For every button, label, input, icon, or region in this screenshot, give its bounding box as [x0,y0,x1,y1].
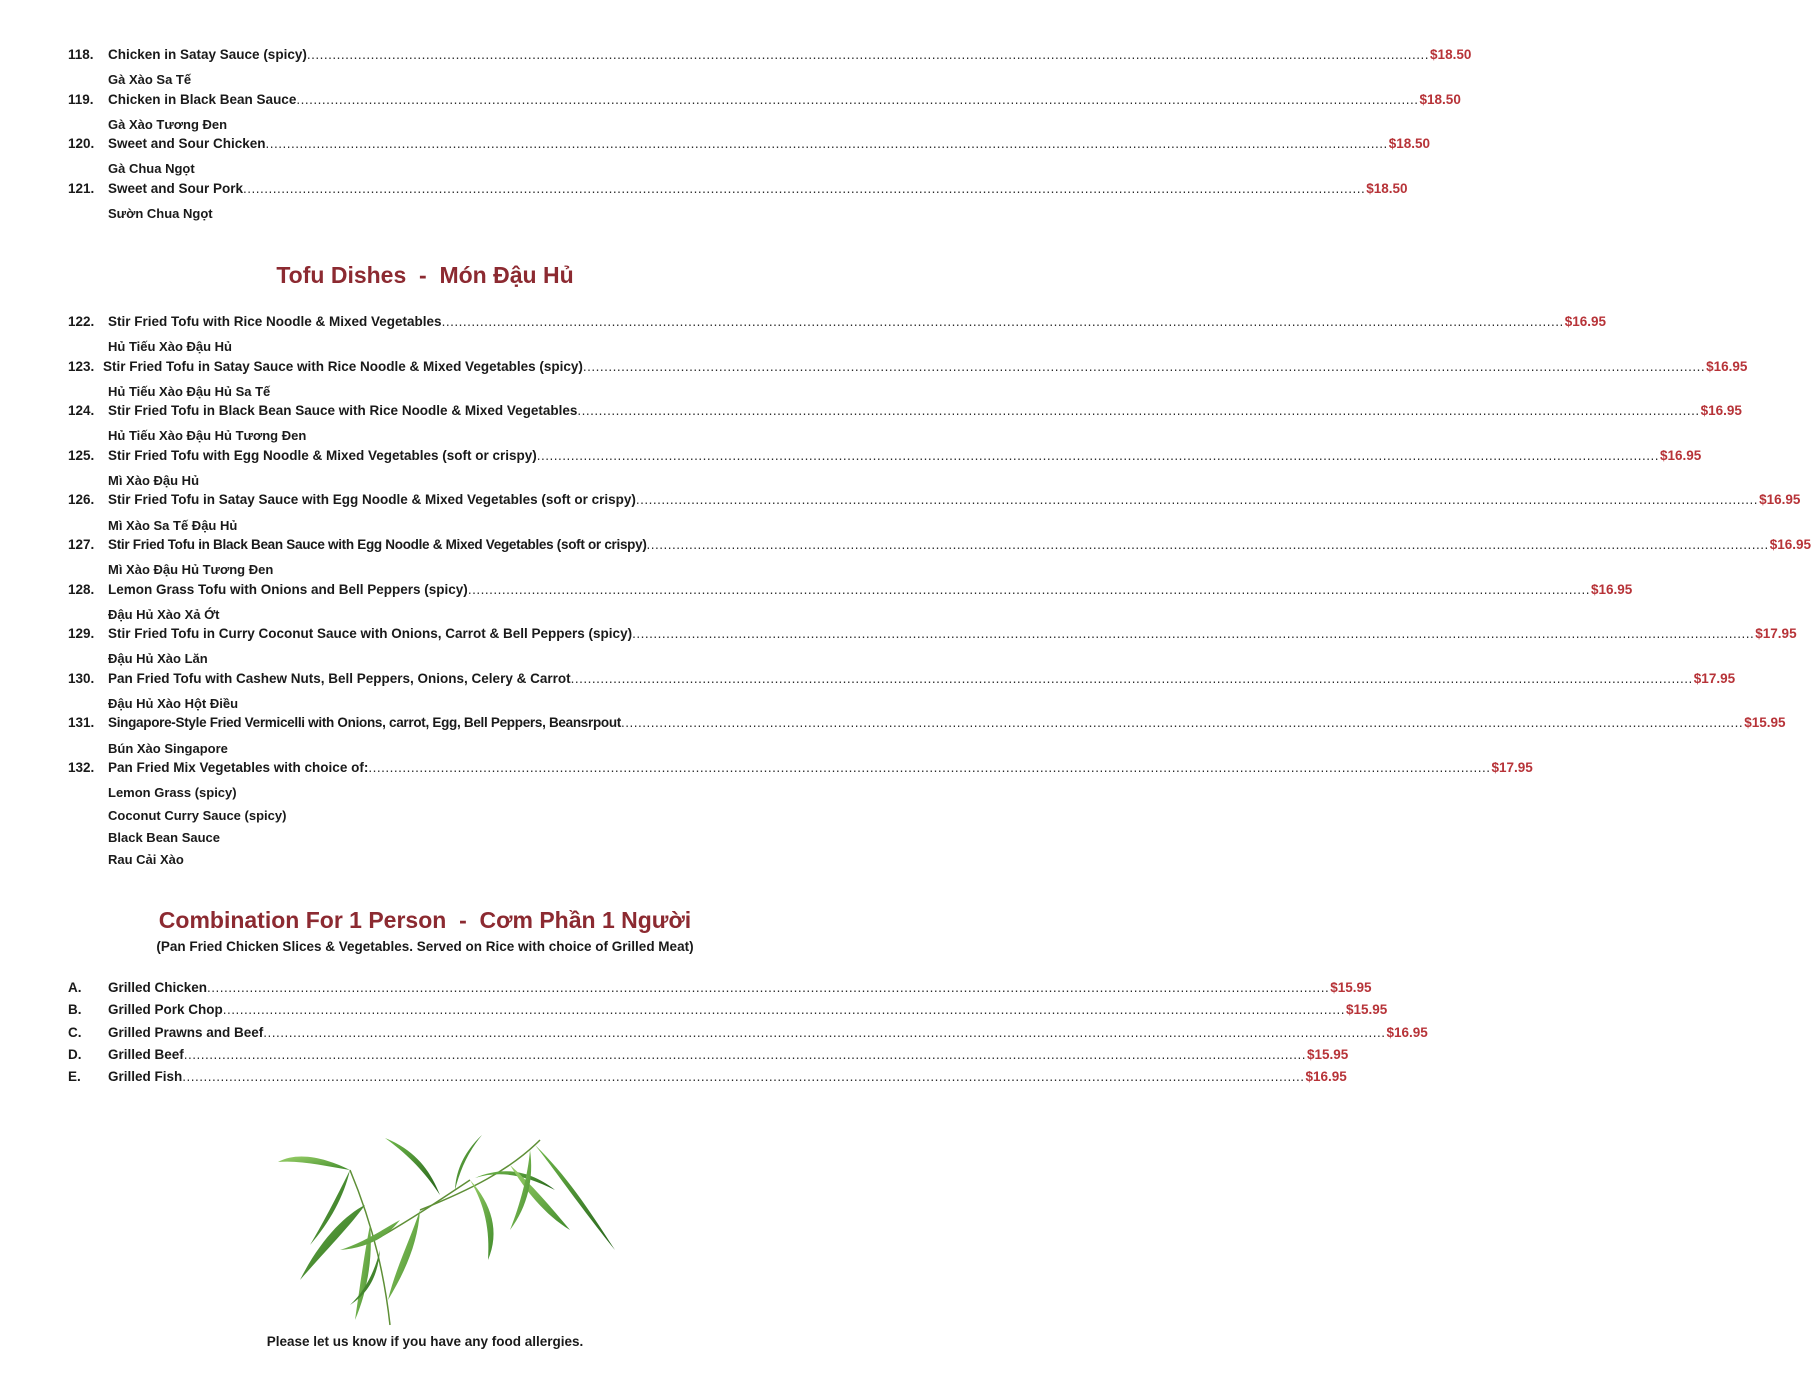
menu-section-combination [68,980,1428,1091]
item-price: $15.95 [1345,1002,1388,1018]
item-price: $16.95 [1564,314,1607,329]
leader-dots [182,1069,1304,1084]
item-price: $17.95 [1693,670,1736,686]
item-price: $15.95 [1744,715,1786,731]
item-vietnamese-name: Đậu Hủ Xào Lăn [108,651,208,667]
item-price: $15.95 [1330,980,1372,995]
item-vietnamese-name: Sườn Chua Ngọt [108,206,213,222]
leader-dots [636,492,1758,507]
menu-item [68,1024,1428,1047]
item-vietnamese-name: Gà Chua Ngọt [108,161,195,177]
item-name: Grilled Pork Chop [108,1002,223,1018]
item-name: Stir Fried Tofu in Black Bean Sauce with Rice Noodle & Mixed Vegetables [108,403,578,419]
item-name: Stir Fried Tofu with Rice Noodle & Mixed Vegetables [108,314,442,329]
item-choice: Black Bean Sauce [108,829,221,845]
item-choice: Lemon Grass (spicy) [108,785,237,801]
item-name: Grilled Prawns and Beef [108,1024,264,1040]
menu-item [68,1046,1349,1069]
menu-item [68,980,1372,1002]
leader-dots [296,92,1418,107]
item-price: $18.50 [1388,136,1431,152]
allergy-note: Please let us know if you have any food allergies. [266,1334,584,1349]
item-name: Pan Fried Mix Vegetables with choice of: [108,759,369,775]
item-number: 123. [68,358,95,374]
item-name: Grilled Fish [108,1069,183,1085]
item-vietnamese-name: Bún Xào Singapore [108,740,228,756]
menu-item [68,314,1607,336]
item-number: 130. [68,670,95,686]
item-letter: C. [68,1024,82,1040]
menu-item [68,358,1748,381]
item-name: Stir Fried Tofu with Egg Noodle & Mixed Vegetables (soft or crispy) [108,447,537,463]
menu-item [68,403,1742,425]
item-vietnamese-name: Mì Xào Đậu Hủ Tương Đen [108,562,274,578]
item-name: Chicken in Black Bean Sauce [108,91,297,107]
item-number: 125. [68,447,95,463]
item-number: 119. [68,91,94,107]
menu-item [68,91,1461,114]
menu-item [68,447,1702,470]
item-price: $18.50 [1419,91,1461,107]
item-letter: B. [68,1002,82,1018]
menu-item [68,1002,1388,1024]
item-number: 132. [68,759,95,775]
menu-item [68,670,1736,693]
item-name: Lemon Grass Tofu with Onions and Bell Peppers (spicy) [108,581,468,597]
menu-item [68,759,1533,782]
item-price: $16.95 [1305,1069,1347,1085]
item-vietnamese-name: Hủ Tiếu Xào Đậu Hủ [108,339,232,355]
item-number: 128. [68,581,95,597]
item-number: 127. [68,536,95,552]
item-name: Stir Fried Tofu in Satay Sauce with Rice Noodle & Mixed Vegetables (spicy) [103,358,583,374]
item-vietnamese-name: Gà Xào Tương Đen [108,116,228,132]
item-name: Pan Fried Tofu with Cashew Nuts, Bell Peppers, Onions, Celery & Carrot [108,670,571,686]
item-name: Grilled Chicken [108,980,208,995]
leader-dots [307,47,1429,62]
leader-dots [223,1002,1345,1017]
item-number: 121. [68,180,95,196]
leader-dots [263,1025,1385,1040]
leader-dots [468,582,1590,597]
item-name: Grilled Beef [108,1046,184,1062]
item-name: Singapore-Style Fried Vermicelli with Onions, carrot, Egg, Bell Peppers, Beansrpout [108,715,621,731]
item-name: Stir Fried Tofu in Black Bean Sauce with Egg Noodle & Mixed Vegetables (soft or crispy) [108,536,647,552]
item-price: $18.50 [1366,180,1408,196]
menu-item [68,492,1801,514]
item-vietnamese-name: Gà Xào Sa Tế [108,72,192,88]
section-title-combination: Combination For 1 Person - Cơm Phần 1 Người [158,907,692,933]
menu-section-tofu [68,314,1811,871]
item-letter: D. [68,1046,82,1062]
menu-item [68,180,1408,203]
bamboo-leaves-image [270,1130,620,1330]
item-price: $16.95 [1700,403,1742,419]
menu-item [68,626,1797,648]
item-number: 118. [68,47,94,62]
menu-item [68,47,1472,69]
item-name: Stir Fried Tofu in Curry Coconut Sauce with Onions, Carrot & Bell Peppers (spicy) [108,626,633,642]
section-title-tofu: Tofu Dishes - Món Đậu Hủ [276,262,574,288]
item-vietnamese-name: Mì Xào Đậu Hủ [108,473,200,489]
item-number: 120. [68,136,95,152]
leader-dots [207,980,1329,995]
leader-dots [632,626,1754,641]
item-number: 131. [68,715,95,731]
item-price: $16.95 [1706,358,1748,374]
item-price: $18.50 [1430,47,1472,62]
menu-item [68,581,1633,604]
item-number: 124. [68,403,95,419]
menu-item [68,715,1786,737]
item-vietnamese-name: Hủ Tiếu Xào Đậu Hủ Tương Đen [108,428,307,444]
leader-dots [368,760,1490,775]
menu-item [68,536,1811,559]
menu-section-chicken [68,47,1472,225]
menu-item [68,136,1431,158]
leader-dots [621,715,1743,730]
leader-dots [442,314,1564,329]
leader-dots [583,359,1705,374]
item-price: $16.95 [1759,492,1801,508]
item-price: $17.95 [1755,626,1797,642]
item-vietnamese-name: Hủ Tiếu Xào Đậu Hủ Sa Tế [108,383,271,399]
item-number: 129. [68,626,95,642]
leader-dots [577,403,1699,418]
item-name: Chicken in Satay Sauce (spicy) [108,47,307,62]
section-subtitle-combination: (Pan Fried Chicken Slices & Vegetables. Served on Rice with choice of Grilled Meat) [156,939,694,954]
item-vietnamese-name: Mì Xào Sa Tế Đậu Hủ [108,517,238,533]
item-number: 122. [68,314,95,329]
leader-dots [243,181,1365,196]
leader-dots [647,537,1769,552]
item-name: Stir Fried Tofu in Satay Sauce with Egg Noodle & Mixed Vegetables (soft or crispy) [108,492,636,508]
menu-item [68,1069,1347,1091]
item-vietnamese-name: Đậu Hủ Xào Hột Điều [108,696,239,712]
item-price: $16.95 [1769,536,1811,552]
item-vietnamese-name: Rau Cải Xào [108,852,184,868]
item-price: $16.95 [1660,447,1702,463]
item-vietnamese-name: Đậu Hủ Xào Xả Ớt [108,606,220,622]
item-price: $16.95 [1591,581,1633,597]
item-price: $15.95 [1306,1046,1349,1062]
item-letter: E. [68,1069,81,1085]
item-price: $16.95 [1386,1024,1428,1040]
leader-dots [571,671,1693,686]
leader-dots [537,448,1659,463]
item-name: Sweet and Sour Pork [108,180,244,196]
item-choice: Coconut Curry Sauce (spicy) [108,807,287,823]
item-price: $17.95 [1491,759,1533,775]
item-name: Sweet and Sour Chicken [108,136,266,152]
item-number: 126. [68,492,95,508]
leader-dots [266,136,1388,151]
item-letter: A. [68,980,82,995]
leader-dots [184,1047,1306,1062]
